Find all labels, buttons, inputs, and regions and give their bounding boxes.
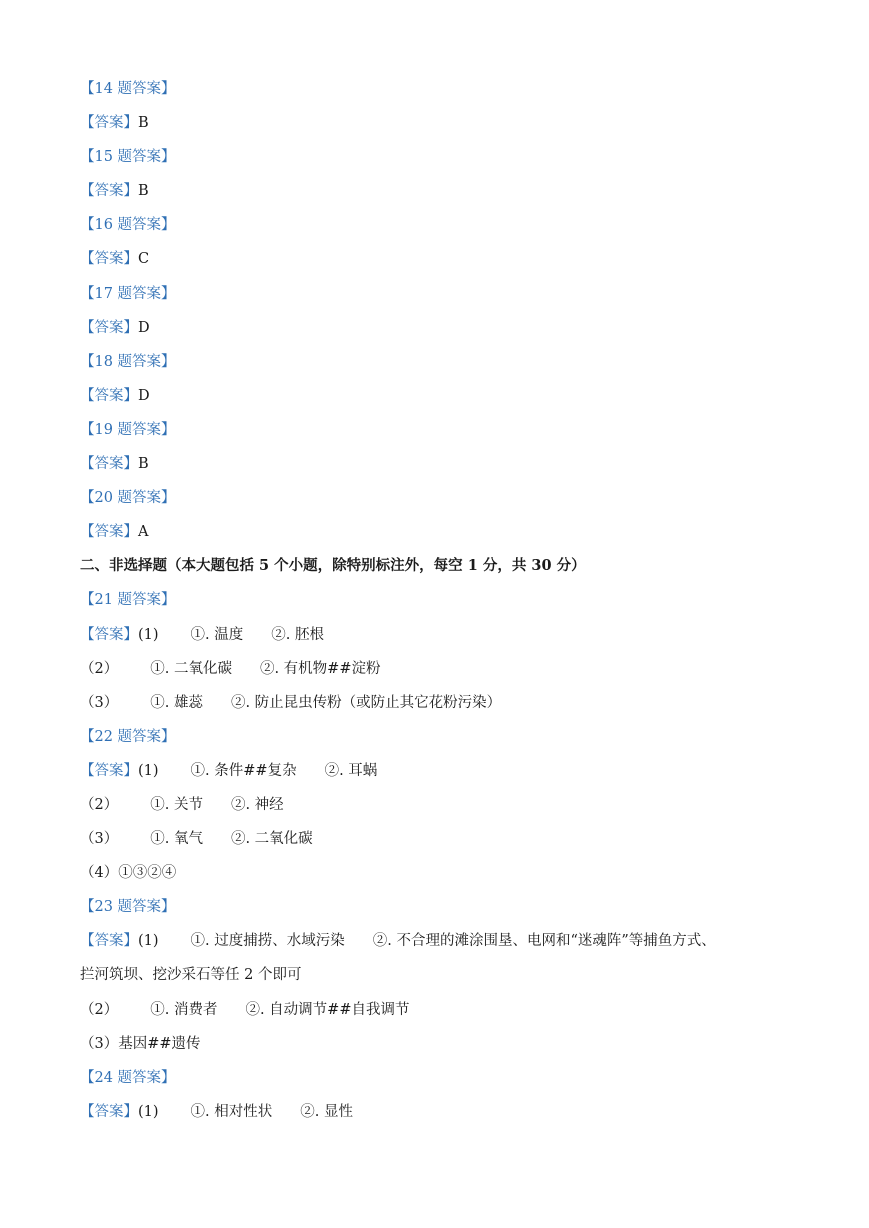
answer-value: B: [138, 115, 149, 132]
q16-answer: [80, 242, 800, 276]
answer-tag: 【答案】: [80, 456, 138, 473]
q22-part3: [80, 822, 800, 856]
q23-part3: （3）基因##遗传: [80, 1035, 201, 1052]
q24-title: 【24 题答案】: [80, 1069, 176, 1086]
part-number: (1): [138, 1103, 159, 1120]
q19-answer: [80, 447, 800, 481]
answer-tag: 【答案】: [80, 183, 138, 200]
q22-part2: [80, 788, 800, 822]
answer-value: A: [138, 524, 149, 541]
blank-2: ②. 胚根: [271, 626, 324, 643]
blank-1: ①. 二氧化碳: [150, 660, 232, 677]
blank-2: ②. 有机物##淀粉: [259, 660, 381, 677]
answer-value: B: [138, 183, 149, 200]
answer-tag: 【答案】: [80, 115, 138, 132]
answer-value: D: [138, 387, 150, 404]
q22-part4: （4）①③②④: [80, 865, 177, 882]
q23-part1-continued: 拦河筑坝、挖沙采石等任 2 个即可: [80, 967, 302, 984]
q14-answer: [80, 106, 800, 140]
q18-answer: [80, 379, 800, 413]
answer-document: [80, 72, 800, 1129]
answer-tag: 【答案】: [80, 319, 138, 336]
part-number: （2）: [80, 1001, 119, 1018]
answer-value: C: [138, 251, 150, 268]
q15-answer: [80, 174, 800, 208]
blank-2: ②. 神经: [230, 796, 284, 813]
q16-title: 【16 题答案】: [80, 217, 176, 234]
section-heading: 二、非选择题（本大题包括 5 个小题，除特别标注外，每空 1 分，共 30 分）: [80, 557, 586, 575]
q22-part1: [80, 754, 800, 788]
answer-tag: 【答案】: [80, 387, 138, 404]
q21-part1: [80, 618, 800, 652]
answer-value: D: [138, 319, 150, 336]
q20-title: 【20 题答案】: [80, 490, 176, 507]
part-number: (1): [138, 762, 159, 779]
part-number: （3）: [80, 694, 119, 711]
blank-1: ①. 消费者: [150, 1001, 218, 1018]
q18-title: 【18 题答案】: [80, 353, 176, 370]
q14-title: 【14 题答案】: [80, 81, 176, 97]
q17-answer: [80, 311, 800, 345]
answer-tag: 【答案】: [80, 626, 138, 643]
q21-part2: [80, 652, 800, 686]
q20-answer: [80, 515, 800, 549]
blank-1: ①. 条件##复杂: [190, 762, 297, 779]
part-number: (1): [138, 933, 159, 950]
part-number: （3）: [80, 831, 119, 848]
q21-title: 【21 题答案】: [80, 592, 176, 609]
blank-1: ①. 氧气: [150, 831, 203, 848]
blank-2: ②. 二氧化碳: [230, 831, 313, 848]
blank-1: ①. 过度捕捞、水域污染: [190, 933, 345, 950]
answer-tag: 【答案】: [80, 762, 138, 779]
blank-1: ①. 雄蕊: [150, 694, 203, 711]
part-number: （2）: [80, 660, 119, 677]
q23-title: 【23 题答案】: [80, 899, 176, 916]
blank-2: ②. 自动调节##自我调节: [245, 1001, 410, 1018]
q21-part3: [80, 686, 800, 720]
q22-title: 【22 题答案】: [80, 728, 176, 745]
answer-tag: 【答案】: [80, 251, 138, 268]
answer-tag: 【答案】: [80, 524, 138, 541]
blank-1: ①. 温度: [190, 626, 244, 643]
blank-2: ②. 防止昆虫传粉（或防止其它花粉污染）: [230, 694, 502, 711]
answer-value: B: [138, 456, 149, 473]
q24-part1: [80, 1095, 800, 1129]
q23-part1: [80, 924, 800, 958]
blank-2: ②. 显性: [300, 1103, 353, 1120]
answer-tag: 【答案】: [80, 933, 138, 950]
part-number: （2）: [80, 796, 119, 813]
blank-1: ①. 关节: [150, 796, 203, 813]
q15-title: 【15 题答案】: [80, 149, 176, 166]
part-number: (1): [138, 626, 159, 643]
q19-title: 【19 题答案】: [80, 421, 176, 438]
q17-title: 【17 题答案】: [80, 285, 176, 302]
answer-tag: 【答案】: [80, 1103, 138, 1120]
blank-2: ②. 不合理的滩涂围垦、电网和“迷魂阵”等捕鱼方式、: [372, 933, 716, 950]
q23-part2: [80, 993, 800, 1027]
blank-1: ①. 相对性状: [190, 1103, 273, 1120]
blank-2: ②. 耳蜗: [324, 762, 378, 779]
